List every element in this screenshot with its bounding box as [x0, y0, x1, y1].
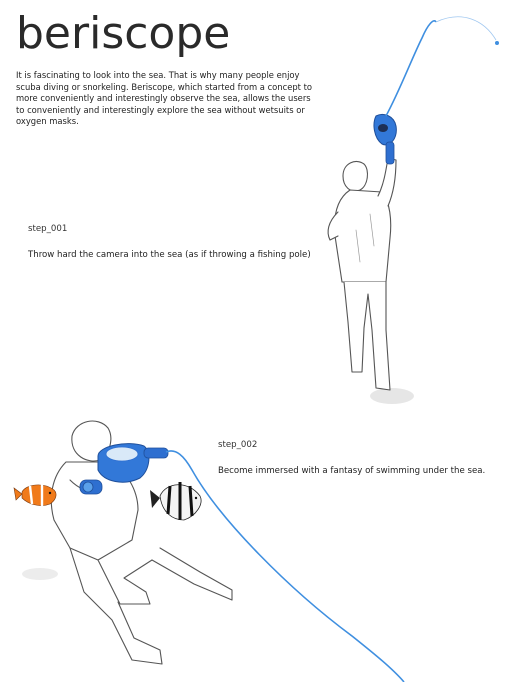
step-2-description: Become immersed with a fantasy of swimming under the sea. — [218, 466, 486, 476]
camera-tip-dot — [495, 41, 499, 45]
step-1-description: Throw hard the camera into the sea (as if throwing a fishing pole) — [28, 250, 311, 260]
fishing-line-arc — [436, 17, 496, 40]
step-1-label: step_001 — [28, 224, 68, 234]
page-title: beriscope — [16, 8, 231, 59]
fishing-cable-upper — [386, 21, 436, 116]
clownfish-icon — [14, 484, 56, 506]
step-2-label: step_002 — [218, 440, 258, 450]
intro-paragraph: It is fascinating to look into the sea. That is why many people enjoy scuba diving or snorkeling. Beriscope, which started from a concept to more conveniently and interestingly observe the sea, allows the users to conveniently and interestingly explore the sea without wetsuits or oxygen masks. — [16, 70, 313, 126]
camera-device-raised — [374, 114, 396, 164]
fishing-cable-lower — [166, 451, 404, 682]
standing-figure-illustration — [328, 158, 414, 404]
striped-fish-icon — [150, 482, 201, 520]
